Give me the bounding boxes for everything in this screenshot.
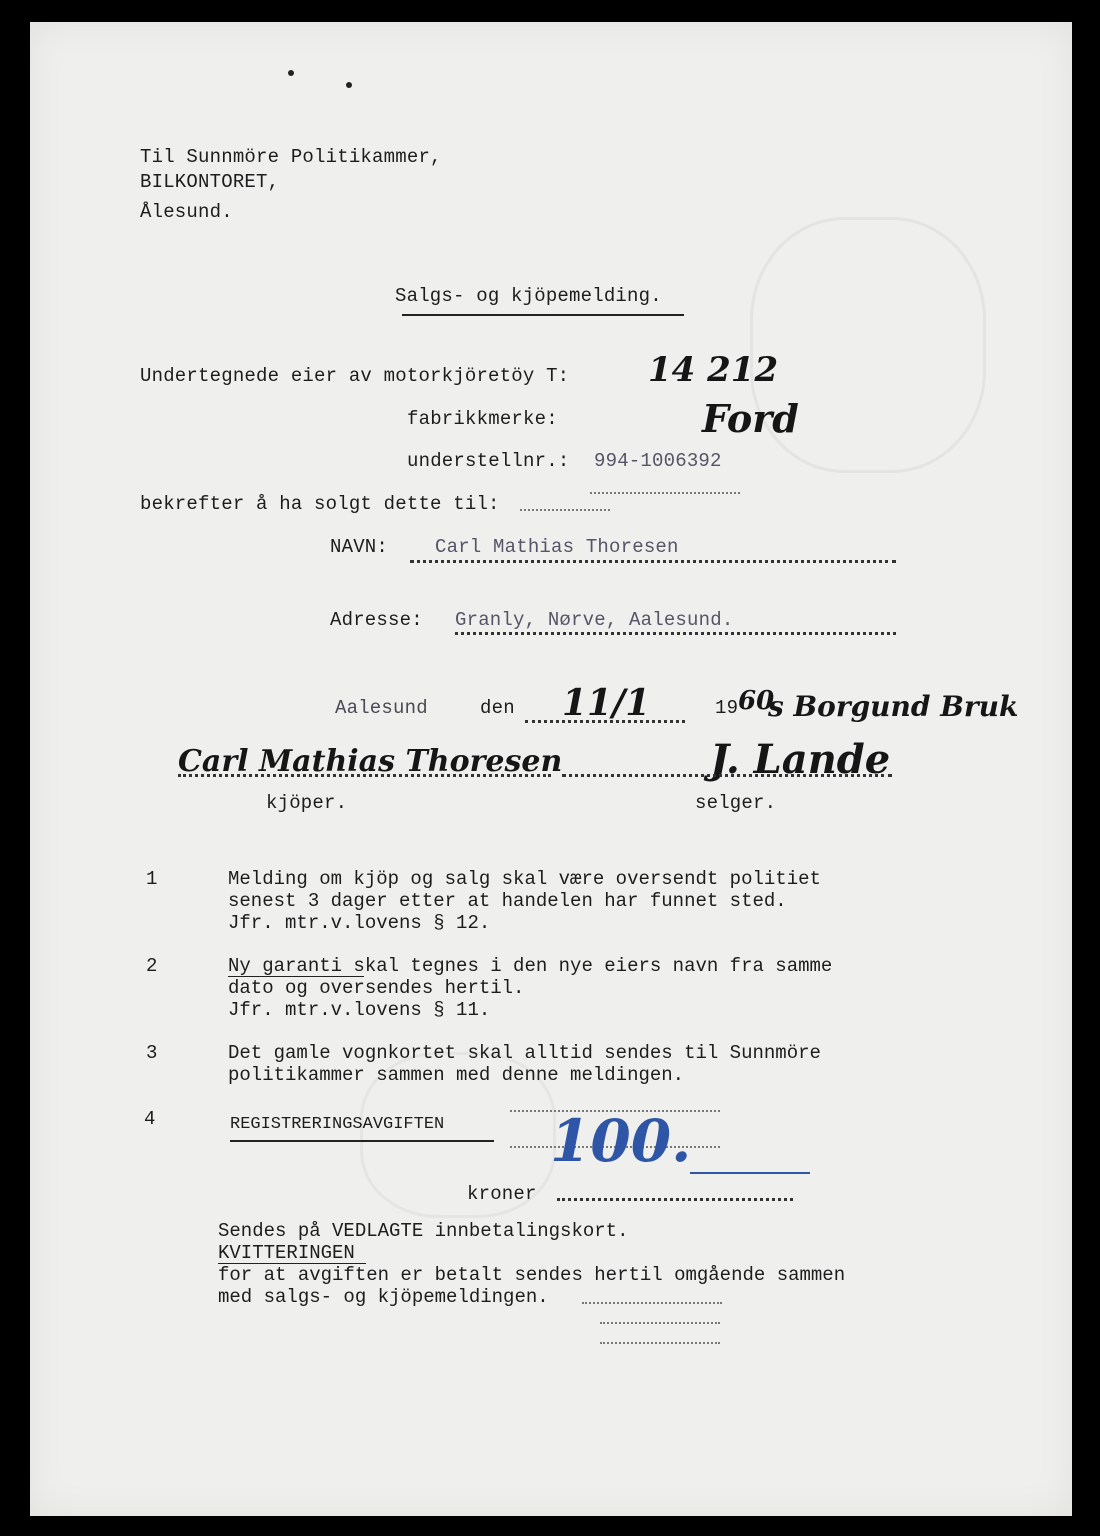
document-page (30, 22, 1072, 1516)
item-number: 3 (146, 1042, 158, 1064)
form-title: Salgs- og kjöpemelding. (395, 285, 662, 307)
fill-dots (600, 1322, 720, 1324)
make-value: Ford (702, 396, 799, 441)
buyer-caption: kjöper. (266, 792, 348, 814)
buyer-signature: Carl Mathias Thoresen (178, 744, 563, 779)
buyer-address-label: Adresse: (330, 609, 423, 631)
buyer-name-value: Carl Mathias Thoresen (435, 536, 679, 558)
closing-line-4: med salgs- og kjöpemeldingen. (218, 1286, 549, 1308)
recipient-line-2: BILKONTORET, (140, 171, 280, 193)
confirm-text: bekrefter å ha solgt dette til: (140, 493, 500, 515)
seller-caption: selger. (695, 792, 777, 814)
item-number: 4 (144, 1108, 156, 1130)
buyer-signature-dots (178, 774, 551, 777)
closing-line-2: KVITTERINGEN (218, 1242, 355, 1264)
item-number: 1 (146, 868, 158, 890)
closing-line-1: Sendes på VEDLAGTE innbetalingskort. (218, 1220, 629, 1242)
paper-speck (288, 70, 294, 76)
fee-dots (557, 1198, 793, 1201)
chassis-label: understellnr.: (407, 450, 570, 472)
fee-heading-underline (230, 1140, 494, 1142)
buyer-address-dots (455, 632, 896, 635)
year-suffix: 60 (738, 686, 775, 716)
buyer-name-label: NAVN: (330, 536, 389, 558)
item-2-line-3: Jfr. mtr.v.lovens § 11. (228, 999, 491, 1021)
buyer-name-dots (410, 560, 896, 563)
item-3-line-1: Det gamle vognkortet skal alltid sendes til Sunnmöre (228, 1042, 821, 1064)
paper-speck (346, 82, 352, 88)
item-number: 2 (146, 955, 158, 977)
date-value: 11/1 (562, 682, 651, 724)
item-1-line-2: senest 3 dager etter at handelen har funnet sted. (228, 890, 787, 912)
seller-company-stamp: s Borgund Bruk (768, 690, 1019, 723)
item-2-line-2: dato og oversendes hertil. (228, 977, 525, 999)
seller-signature: J. Lande (710, 736, 891, 783)
fill-dots (600, 1342, 720, 1344)
item-1-line-1: Melding om kjöp og salg skal være oversendt politiet (228, 868, 821, 890)
item-3-line-2: politikammer sammen med denne meldingen. (228, 1064, 685, 1086)
recipient-line-3: Ålesund. (140, 201, 233, 223)
title-underline (402, 314, 684, 316)
seller-signature-dots (562, 774, 892, 777)
chassis-value: 994-1006392 (594, 450, 722, 472)
date-dots (525, 720, 685, 723)
make-label: fabrikkmerke: (407, 408, 558, 430)
fee-amount-stroke (690, 1172, 810, 1174)
item-1-line-3: Jfr. mtr.v.lovens § 12. (228, 912, 491, 934)
fill-dots (520, 509, 610, 511)
fee-amount: 100. (550, 1107, 692, 1175)
fee-currency-label: kroner (467, 1183, 537, 1205)
date-place: Aalesund (335, 697, 428, 719)
date-den-label: den (480, 697, 515, 719)
fill-dots (590, 492, 740, 494)
fee-heading: REGISTRERINGSAVGIFTEN (230, 1115, 445, 1134)
registration-number: 14 212 (648, 350, 779, 390)
fill-dots (582, 1302, 722, 1304)
recipient-line-1: Til Sunnmöre Politikammer, (140, 146, 442, 168)
year-prefix: 19 (715, 697, 739, 719)
buyer-address-value: Granly, Nørve, Aalesund. (455, 609, 734, 631)
item-2-line-1: Ny garanti skal tegnes i den nye eiers navn fra samme (228, 955, 833, 977)
closing-line-3: for at avgiften er betalt sendes hertil omgående sammen (218, 1264, 846, 1286)
owner-label: Undertegnede eier av motorkjöretöy T: (140, 365, 570, 387)
